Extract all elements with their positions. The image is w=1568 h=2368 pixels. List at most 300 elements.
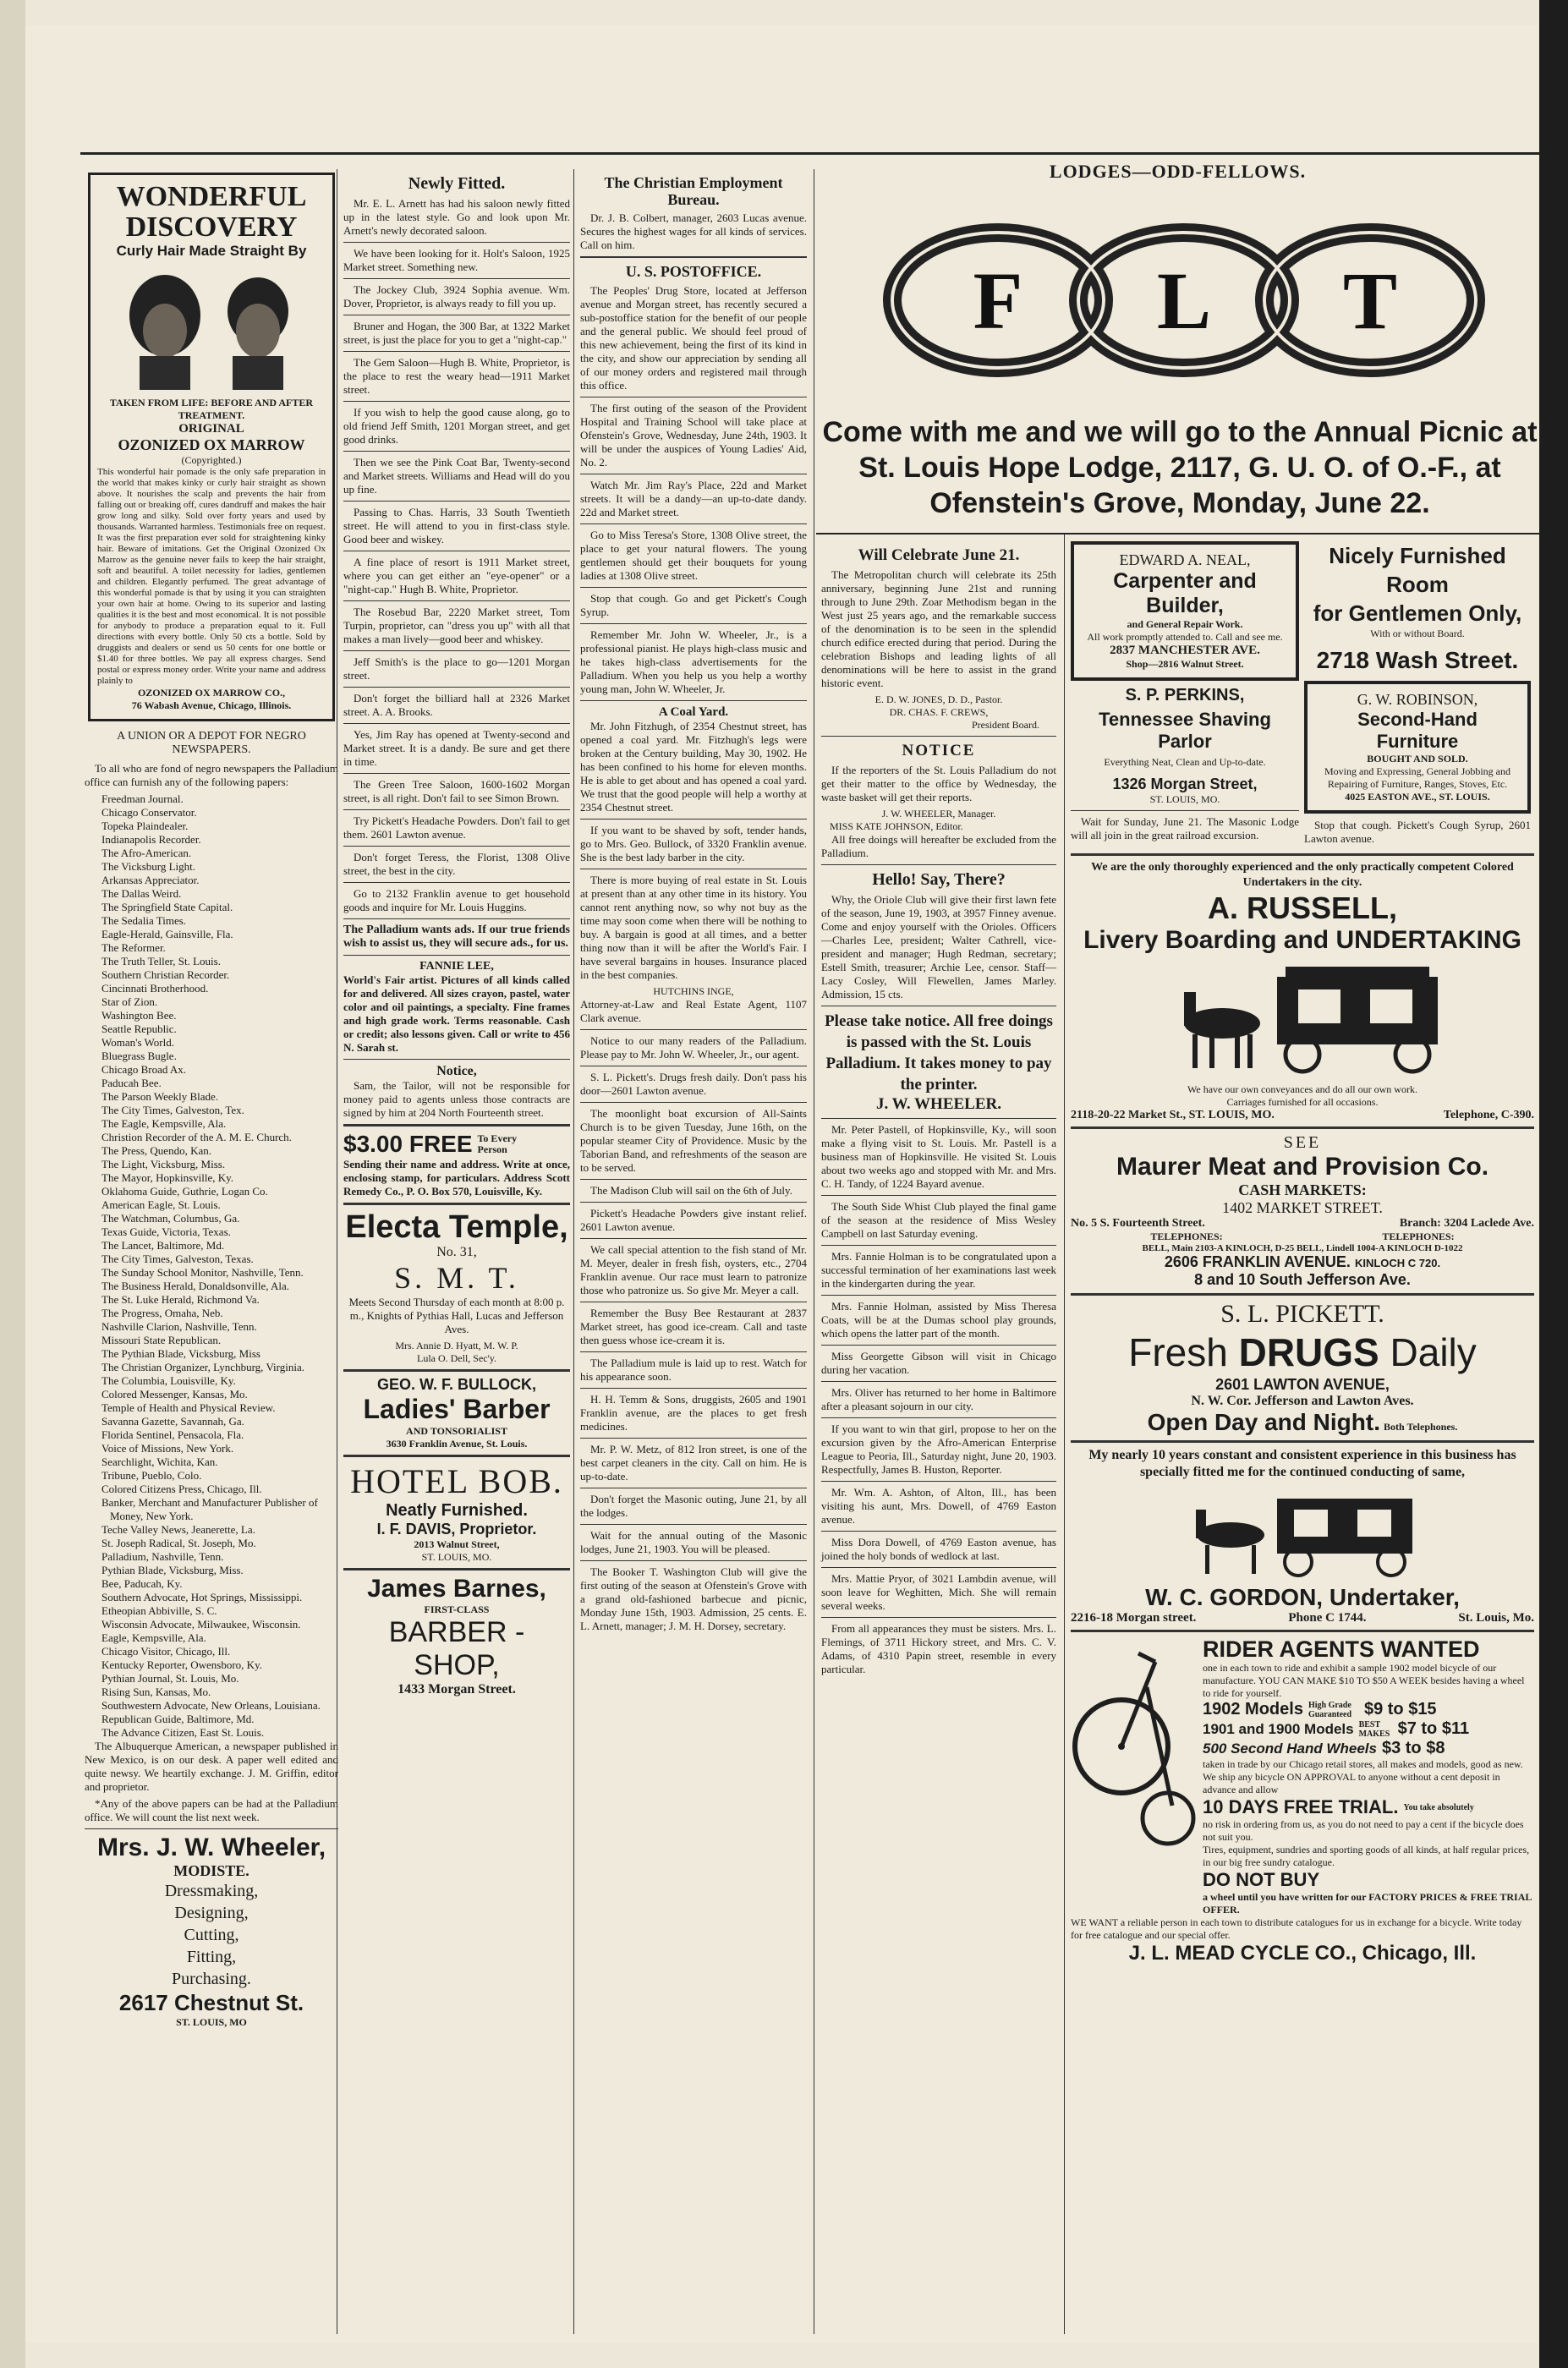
pickett-name: S. L. PICKETT.	[1220, 1300, 1384, 1328]
list-item: Paducah Bee.	[101, 1077, 162, 1089]
bullock-title: Ladies' Barber	[363, 1394, 551, 1424]
divider	[821, 1245, 1056, 1246]
divider	[821, 736, 1056, 737]
pickett-daily: Daily	[1390, 1330, 1477, 1374]
list-item: Florida Sentinel, Pensacola, Fla.	[101, 1428, 244, 1441]
cough-note: Stop that cough. Pickett's Cough Syrup, 2601 Lawton avenue.	[1304, 819, 1531, 845]
electa-body: Meets Second Thursday of each month at 8:00 p. m., Knights of Pythias Hall, Lucas and Jefferson Aves.	[348, 1296, 565, 1335]
room-title: for Gentlemen Only,	[1313, 600, 1522, 626]
list-item: Pythian Journal, St. Louis, Mo.	[101, 1672, 239, 1685]
papers-note: *Any of the above papers can be had at the Palladium office. We will count the list next week.	[85, 1797, 338, 1823]
local-item: Pickett's Headache Powders give instant relief. 2601 Lawton avenue.	[580, 1207, 807, 1233]
list-item: Kentucky Reporter, Owensboro, Ky.	[101, 1658, 262, 1671]
russell-title: Livery Boarding and UNDERTAKING	[1083, 926, 1521, 954]
divider	[821, 1417, 1056, 1418]
list-item: Washington Bee.	[101, 1009, 177, 1022]
list-item: American Eagle, St. Louis.	[101, 1198, 221, 1211]
rider-company: J. L. MEAD CYCLE CO., Chicago, Ill.	[1128, 1942, 1477, 1965]
list-item: Cincinnati Brotherhood.	[101, 982, 209, 995]
list-item: The Vicksburg Light.	[101, 860, 196, 873]
list-item: The Mayor, Hopkinsville, Ky.	[101, 1171, 234, 1184]
maurer-branch: No. 5 S. Fourteenth Street.	[1071, 1217, 1205, 1230]
divider	[343, 650, 570, 651]
celebrate-signature: DR. CHAS. F. CREWS,	[889, 706, 989, 718]
perkins-city: ST. LOUIS, MO.	[1149, 793, 1220, 805]
electa-officer: Lula O. Dell, Sec'y.	[416, 1352, 497, 1364]
list-item: St. Joseph Radical, St. Joseph, Mo.	[101, 1537, 256, 1549]
divider	[821, 1345, 1056, 1346]
robinson-address: 4025 EASTON AVE., ST. LOUIS.	[1345, 791, 1490, 803]
divider	[580, 1179, 807, 1180]
page-right-edge	[1539, 0, 1568, 2368]
wheeler-city: ST. LOUIS, MO	[176, 2016, 247, 2028]
local-item: If you wish to help the good cause along, go to old friend Jeff Smith, 1201 Morgan street, and get good drinks.	[343, 406, 570, 446]
local-item: Mr. Peter Pastell, of Hopkinsville, Ky., will soon make a flying visit to St. Louis. Mr. Pastell is a business man of Hopkinsville. He visited St. Louis about two weeks ago and stopped with Mr. and Mrs. C. H. Tandy, of 1224 Bayard avenue.	[821, 1123, 1056, 1190]
divider	[343, 882, 570, 883]
hotel-sub: Neatly Furnished.	[386, 1501, 528, 1520]
bicycle-illustration	[1071, 1636, 1198, 1856]
divider	[580, 700, 807, 701]
ad-product-1: ORIGINAL	[178, 422, 244, 436]
list-item: Nashville Clarion, Nashville, Tenn.	[101, 1320, 257, 1333]
list-item: Texas Guide, Victoria, Texas.	[101, 1225, 231, 1238]
divider	[343, 918, 570, 919]
albuquerque-note: The Albuquerque American, a newspaper published in New Mexico, is on our desk. A paper well edited and quite newsy. We heartily exchange. J. M. Griffin, editor and proprietor.	[85, 1740, 338, 1793]
ad-product-2: OZONIZED OX MARROW	[118, 436, 305, 453]
local-item: The Peoples' Drug Store, located at Jefferson avenue and Morgan street, has recently secured a sub-postoffice station for the benefit of our people and the general public. We should feel proud of this new achievement, being the first of its kind in the city, and show our appreciation by sending all of our money orders and registered mail through this office.	[580, 284, 807, 392]
local-item: From all appearances they must be sisters. Mrs. L. Flemings, of 3711 Hickory street, and Mrs. C. V. Adams, of 4310 Papin street, resemble in every particular.	[821, 1622, 1056, 1675]
ad-title-1: WONDERFUL	[116, 181, 307, 212]
palladium-wants-ads: The Palladium wants ads. If our true friends wish to assist us, they will secure ads., for us.	[343, 924, 570, 950]
barnes-name: James Barnes,	[367, 1575, 546, 1603]
hello-body: Why, the Oriole Club will give their first lawn fete of the season, June 19, 1903, at 3957 Finney avenue. Come and enjoy yourself with the Orioles. Officers—Charles Lee, president; Walter Cathrell, vice-president and manager; Hugh Redman, secretary; Estell Smith, treasurer; Archie Lee, censor. Staff—Lacy Cosley, Will Flewellen, James Marley. Admission, 15 cts.	[821, 893, 1056, 1000]
local-item: Mrs. Fannie Holman, assisted by Miss Theresa Coats, will be at the Dumas school play grounds, which opens the latter part of the month.	[821, 1300, 1056, 1340]
divider	[821, 1118, 1056, 1119]
notice-body: If the reporters of the St. Louis Palladium do not get their matter to the office by Wednesday, the waste basket will get their reports.	[821, 764, 1056, 803]
celebrate-body: The Metropolitan church will celebrate its 25th anniversary, beginning June 21st and running through to June 29th. Zoar Methodism began in the West just 25 years ago, and the remarkable success of the denomination is to be seen in the splendid church edifice erected during that period. During the celebration Bishops and leading lights of all denominations will be here to assist in the grand historic event.	[821, 568, 1056, 689]
pickett-corner: N. W. Cor. Jefferson and Lawton Aves.	[1191, 1394, 1414, 1408]
maurer-see: SEE	[1283, 1133, 1322, 1152]
list-item: The Columbia, Louisville, Ky.	[101, 1374, 236, 1387]
local-item: Wait for the annual outing of the Masonic lodges, June 21, 1903. You will be pleased.	[580, 1529, 807, 1555]
ads-left-stack	[1071, 541, 1299, 849]
divider	[580, 1029, 807, 1030]
robinson-body: Moving and Expressing, General Jobbing and Repairing of Furniture, Ranges, Stoves, Etc.	[1324, 765, 1510, 790]
free-doings-note: All free doings will hereafter be excluded from the Palladium.	[821, 833, 1056, 859]
divider	[1071, 1440, 1534, 1443]
rider-model: 500 Second Hand Wheels	[1203, 1740, 1377, 1757]
russell-phone: Telephone, C-390.	[1443, 1109, 1534, 1121]
list-item: The Watchman, Columbus, Ga.	[101, 1212, 240, 1225]
local-item: H. H. Temm & Sons, druggists, 2605 and 1901 Franklin avenue, are the places to get fresh medicines.	[580, 1393, 807, 1433]
divider	[343, 278, 570, 279]
divider	[1071, 1293, 1534, 1296]
local-item: Miss Georgette Gibson will visit in Chicago during her vacation.	[821, 1350, 1056, 1376]
local-item: Go to Miss Teresa's Store, 1308 Olive street, the place to get your natural flowers. The young gentlemen should get their bouquets for young ladies at 1308 Olive street.	[580, 529, 807, 582]
list-item: Tribune, Pueblo, Colo.	[101, 1469, 202, 1482]
maurer-cash: CASH MARKETS:	[1238, 1181, 1367, 1198]
maurer-address: 1402 MARKET STREET.	[1222, 1199, 1383, 1216]
local-item: The Palladium mule is laid up to rest. Watch for his appearance soon.	[580, 1357, 807, 1383]
notice-signature: MISS KATE JOHNSON, Editor.	[830, 820, 963, 832]
divider	[1071, 810, 1299, 811]
column-2	[338, 169, 575, 2334]
list-item: The Parson Weekly Blade.	[101, 1090, 219, 1103]
list-item: Purchasing.	[172, 1970, 251, 1988]
hotel-city: ST. LOUIS, MO.	[421, 1551, 492, 1563]
divider	[821, 1295, 1056, 1296]
ads-right-stack	[1304, 541, 1531, 849]
rider-model-body: taken in trade by our Chicago retail stores, all makes and models, good as new.	[1203, 1758, 1523, 1770]
divider	[821, 1381, 1056, 1382]
wheeler-services	[85, 1880, 338, 1990]
local-item: Remember the Busy Bee Restaurant at 2837 Market street, has good ice-cream. Call and taste then guess whose ice-cream it is.	[580, 1307, 807, 1346]
neal-ad	[1071, 541, 1299, 681]
list-item: Etheopian Abbiville, S. C.	[101, 1604, 217, 1617]
russell-intro: We are the only thoroughly experienced and the only practically competent Colored Undertakers in the city.	[1091, 861, 1514, 889]
barnes-address: 1433 Morgan Street.	[397, 1682, 516, 1697]
list-item: The Lancet, Baltimore, Md.	[101, 1239, 225, 1252]
divider	[343, 351, 570, 352]
perkins-title: Tennessee Shaving Parlor	[1099, 709, 1271, 752]
rider-model-price: $7 to $11	[1397, 1719, 1470, 1738]
notice-title: Notice,	[436, 1064, 477, 1078]
list-item: The Truth Teller, St. Louis.	[101, 955, 221, 967]
bullock-name: GEO. W. F. BULLOCK,	[377, 1376, 536, 1393]
free-offer-side: To Every Person	[477, 1132, 518, 1155]
list-item: Seattle Republic.	[101, 1022, 177, 1035]
local-item: There is more buying of real estate in St. Louis at present than at any other time in its history. You cannot rent anything now, so why not buy as the time may soon come when there will be nothing to buy. A bargain is good at all times, and a better thing now than it will be after the World's Fair. I have several bargains in houses. Insurance placed in the best companies.	[580, 874, 807, 981]
rider-intro: one in each town to ride and exhibit a sample 1902 model bicycle of our manufacture. YOU CAN MAKE $10 TO $50 A WEEK besides having a wheel to ride for yourself.	[1203, 1662, 1525, 1699]
rider-model-tag: High Grade Guaranteed	[1308, 1700, 1352, 1719]
divider	[343, 501, 570, 502]
neal-title: Carpenter and Builder,	[1113, 569, 1257, 617]
flt-letter-l: L	[1156, 255, 1212, 346]
local-item: The first outing of the season of the Provident Hospital and Training School will take place at Ofenstein's Grove, Wednesday, June 24th, 1903. It will be under the auspices of Young Ladies' Aid, No. 2.	[580, 402, 807, 469]
divider	[580, 1102, 807, 1103]
neal-line: All work promptly attended to. Call and see me.	[1087, 631, 1283, 643]
notice-title: NOTICE	[902, 742, 976, 759]
hearse-illustration	[1150, 960, 1455, 1078]
divider	[580, 1238, 807, 1239]
divider	[821, 864, 1056, 865]
local-item: Yes, Jim Ray has opened at Twenty-second and Market street. It is a dandy. Be sure and get there in time.	[343, 728, 570, 768]
coal-yard-body: Mr. John Fitzhugh, of 2354 Chestnut street, has opened a coal yard. Mr. Fitzhugh's legs were broken at the Century building, May 30, 1902. He has been confined to his home for eleven months. He is able to get about and has opened a coal yard. We trust that the good people will help a worthy at 2354 Chestnut street.	[580, 720, 807, 814]
divider	[821, 1481, 1056, 1482]
flt-letter-f: F	[973, 255, 1023, 346]
maurer-branch: Branch: 3204 Laclede Ave.	[1399, 1217, 1534, 1230]
list-item: Chicago Visitor, Chicago, Ill.	[101, 1645, 231, 1658]
flt-emblem	[880, 220, 1489, 381]
list-item: Star of Zion.	[101, 995, 158, 1008]
list-item: Designing,	[174, 1904, 249, 1922]
local-item: The Gem Saloon—Hugh B. White, Proprietor, is the place to rest the weary head—1911 Market street.	[343, 356, 570, 396]
divider	[343, 451, 570, 452]
neal-address: 2837 MANCHESTER AVE.	[1110, 644, 1260, 657]
local-item: Mrs. Mattie Pryor, of 3021 Lambdin avenue, will soon leave for Weghitten, Mich. She will remain several weeks.	[821, 1572, 1056, 1612]
maurer-branches	[1071, 1217, 1534, 1231]
rider-dont-buy-body: a wheel until you have written for our FACTORY PRICES & FREE TRIAL OFFER.	[1203, 1891, 1532, 1916]
list-item: The Eagle, Kempsville, Ala.	[101, 1117, 227, 1130]
coal-yard-title: A Coal Yard.	[658, 705, 729, 719]
hotel-proprietor: I. F. DAVIS, Proprietor.	[376, 1521, 537, 1538]
local-item: The Madison Club will sail on the 6th of July.	[590, 1184, 792, 1197]
ads-row-1	[1071, 541, 1534, 849]
list-item: Colored Citizens Press, Chicago, Ill.	[101, 1483, 262, 1495]
local-item: Remember Mr. John W. Wheeler, Jr., is a professional pianist. He plays high-class music and he takes high-class advertisements for the Palladium. When you help us you help a worthy young man, John W. Wheeler, Jr.	[580, 628, 807, 695]
rider-risk: no risk in ordering from us, as you do not need to pay a cent if the bicycle does not suit you.	[1203, 1818, 1524, 1843]
russell-name: A. RUSSELL,	[1207, 891, 1397, 925]
divider	[343, 687, 570, 688]
list-item: Missouri State Republican.	[101, 1334, 222, 1346]
local-item: The Rosebud Bar, 2220 Market street, Tom Turpin, proprietor, can "dress you up" with all that makes a man lively—good beer and whiskey.	[343, 606, 570, 645]
rider-model-row	[1203, 1700, 1534, 1719]
divider	[580, 1202, 807, 1203]
barnes-sub: FIRST-CLASS	[424, 1603, 490, 1615]
robinson-title: Second-Hand Furniture	[1357, 709, 1478, 752]
list-item: Oklahoma Guide, Guthrie, Logan Co.	[101, 1185, 268, 1198]
list-item: Christion Recorder of the A. M. E. Church.	[101, 1131, 292, 1143]
rider-tires: Tires, equipment, sundries and sporting goods of all kinds, at half regular prices, in our big free sundry catalogue.	[1203, 1844, 1530, 1868]
rider-trial: 10 DAYS FREE TRIAL.	[1203, 1796, 1399, 1817]
rider-trial-row	[1203, 1796, 1534, 1818]
column-3	[575, 169, 812, 2334]
gordon-address: 2216-18 Morgan street.	[1071, 1611, 1197, 1625]
divider	[1071, 1126, 1534, 1129]
local-item: Don't forget the Masonic outing, June 21, by all the lodges.	[580, 1493, 807, 1519]
list-item: The Reformer.	[101, 941, 166, 954]
before-after-portraits	[106, 265, 317, 392]
column-rule	[1064, 533, 1065, 2334]
russell-contact	[1071, 1109, 1534, 1122]
divider	[343, 723, 570, 724]
local-item: Miss Dora Dowell, of 4769 Easton avenue, has joined the holy bonds of wedlock at last.	[821, 1536, 1056, 1562]
electa-name: Electa Temple,	[345, 1209, 568, 1245]
maurer-bell: BELL, Main 2103-A KINLOCH, D-25 BELL, Lindell 1004-A KINLOCH D-1022	[1142, 1243, 1463, 1253]
maurer-title: Maurer Meat and Provision Co.	[1116, 1153, 1489, 1181]
fannie-lee-body: World's Fair artist. Pictures of all kinds called for and delivered. All sizes crayon, pastel, water color and oil paintings, a specialty. Fine frames and high grade work. Terms reasonable. Cash or credit; also lessons given. Call or write to 456 N. Sarah st.	[343, 973, 570, 1054]
column-1	[85, 169, 338, 2334]
list-item: Bluegrass Bugle.	[101, 1050, 177, 1062]
gordon-intro: My nearly 10 years constant and consistent experience in this business has specially fitted me for the continued conducting of same,	[1088, 1448, 1516, 1479]
list-item: Southern Christian Recorder.	[101, 968, 230, 981]
pickett-both: Both Telephones.	[1383, 1421, 1458, 1433]
divider	[343, 600, 570, 601]
ad-company: OZONIZED OX MARROW CO.,	[137, 687, 286, 699]
maurer-last: 8 and 10 South Jefferson Ave.	[1194, 1271, 1411, 1288]
local-item: If you want to win that girl, propose to her on the excursion given by the Afro-American Enterprise League to Peoria, Ill., Saturday night, June 20, 1903. Respectfully, James B. Huston, Reporter.	[821, 1422, 1056, 1476]
list-item: Colored Messenger, Kansas, Mo.	[101, 1388, 248, 1401]
divider	[1071, 853, 1534, 856]
divider	[580, 623, 807, 624]
gordon-phone: Phone C 1744.	[1288, 1611, 1367, 1625]
list-item: Chicago Conservator.	[101, 806, 197, 819]
union-intro: To all who are fond of negro newspapers the Palladium office can furnish any of the following papers:	[85, 762, 338, 788]
notice-signature: J. W. WHEELER, Manager.	[881, 808, 996, 819]
postoffice-title: U. S. POSTOFFICE.	[625, 263, 762, 280]
ad-title-2: DISCOVERY	[125, 211, 298, 243]
list-item: The Light, Vicksburg, Miss.	[101, 1158, 226, 1170]
sunday-note: Wait for Sunday, June 21. The Masonic Lodge will all join in the great railroad excursion.	[1071, 815, 1299, 841]
local-item: Then we see the Pink Coat Bar, Twenty-second and Market streets. Williams and Head will do you up fine.	[343, 456, 570, 496]
perkins-address: 1326 Morgan Street,	[1112, 776, 1258, 792]
perkins-sub: Everything Neat, Clean and Up-to-date.	[1104, 756, 1266, 768]
divider	[343, 1124, 570, 1126]
local-item: We call special attention to the fish stand of Mr. M. Meyer, dealer in fresh fish, oysters, etc., 2704 Franklin avenue. Our race must learn to patronize those who patronize us. So give Mr. Meyer a call.	[580, 1243, 807, 1296]
hotel-name: HOTEL BOB.	[350, 1462, 563, 1500]
local-item: Bruner and Hogan, the 300 Bar, at 1322 Market street, is just the place for you to get a "night-cap."	[343, 320, 570, 346]
bullock-address: 3630 Franklin Avenue, St. Louis.	[386, 1438, 528, 1450]
divider	[1071, 1630, 1534, 1632]
inge-title: Attorney-at-Law and Real Estate Agent, 1107 Clark avenue.	[580, 998, 807, 1024]
rider-model-tag: BEST MAKES	[1358, 1719, 1390, 1739]
gordon-city: St. Louis, Mo.	[1458, 1611, 1534, 1625]
free-offer-title: $3.00 FREE	[343, 1131, 473, 1157]
divider	[580, 1388, 807, 1389]
ad-body: This wonderful hair pomade is the only safe preparation in the world that makes kinky or curly hair straight as shown above. It nourishes the scalp and prevents the hair from falling out or breaking off, cures dandruff and makes the hair grow long and silky. Sold over forty years and used by thousands. Warranted harmless. Testimonials free on request. It was the first preparation ever sold for straightening kinky hair. Beware of imitations. Get the Original Ozonized Ox Marrow as the genuine never fails to keep the hair straight, soft and beautiful. A toilet necessity for ladies, gentlemen and children. Elegantly perfumed. The great advantage of this wonderful pomade is that by using it you can straighten your own hair at home. Owing to its superior and lasting qualities it is the best and most economical. It is not possible for anybody to produce a preparation equal to it. Full directions with every bottle. Only 50 cts a bottle. Sold by druggists and dealers or send us 50 cents for one bottle or $1.40 for three bottles. We pay all express charges. Send postal or express money order. Write your name and address plainly to	[97, 467, 326, 686]
neal-sub: and General Repair Work.	[1127, 618, 1243, 630]
list-item: The Christian Organizer, Lynchburg, Virginia.	[101, 1361, 304, 1373]
list-item: Banker, Merchant and Manufacturer Publisher of Money, New York.	[101, 1496, 318, 1522]
list-item: Dressmaking,	[164, 1882, 259, 1900]
list-item: Rising Sun, Kansas, Mo.	[101, 1686, 211, 1698]
list-item: Wisconsin Advocate, Milwaukee, Wisconsin.	[101, 1618, 301, 1631]
inge-name: HUTCHINS INGE,	[653, 985, 734, 997]
fannie-lee-title: FANNIE LEE,	[419, 960, 494, 973]
column-4	[816, 541, 1061, 2334]
maurer-tel-label: TELEPHONES:	[1150, 1231, 1223, 1242]
list-item: The Progress, Omaha, Neb.	[101, 1307, 223, 1319]
russell-carriages: Carriages furnished for all occasions.	[1226, 1096, 1379, 1108]
divider	[580, 1438, 807, 1439]
local-item: Mrs. Oliver has returned to her home in Baltimore after a pleasant sojourn in our city.	[821, 1386, 1056, 1412]
barnes-title: BARBER - SHOP,	[388, 1616, 525, 1681]
celebrate-signature: E. D. W. JONES, D. D., Pastor.	[874, 693, 1003, 705]
divider	[580, 1351, 807, 1352]
divider	[821, 1567, 1056, 1568]
list-item: Arkansas Appreciator.	[101, 874, 200, 886]
local-item: Mrs. Fannie Holman is to be congratulated upon a successful termination of her examinations last week in the kindergarten during the year.	[821, 1250, 1056, 1290]
list-item: Teche Valley News, Jeanerette, La.	[101, 1523, 255, 1536]
maurer-tel-label: TELEPHONES:	[1382, 1231, 1455, 1242]
list-item: Bee, Paducah, Ky.	[101, 1577, 183, 1590]
rider-model: 1902 Models	[1203, 1700, 1303, 1718]
please-signature: J. W. WHEELER.	[875, 1095, 1001, 1113]
divider	[343, 1059, 570, 1060]
russell-own: We have our own conveyances and do all our own work.	[1187, 1083, 1417, 1095]
local-item: Mr. Wm. A. Ashton, of Alton, Ill., has been visiting his aunt, Mrs. Dowell, of 4769 Easton avenue.	[821, 1486, 1056, 1526]
local-item: Mr. P. W. Metz, of 812 Iron street, is one of the best carpet cleaners in the city. Call on him. He is up-to-date.	[580, 1443, 807, 1483]
ad-address: 76 Wabash Avenue, Chicago, Illinois.	[131, 699, 292, 711]
picnic-rule	[816, 533, 1539, 534]
local-item: Passing to Chas. Harris, 33 South Twentieth street. He will attend to you in first-class style. Good beer and wiskey.	[343, 506, 570, 545]
divider	[580, 256, 807, 258]
list-item: The Business Herald, Donaldsonville, Ala.	[101, 1280, 290, 1292]
wheeler-name: Mrs. J. W. Wheeler,	[96, 1834, 326, 1861]
robinson-name: G. W. ROBINSON,	[1357, 691, 1478, 708]
list-item: The Afro-American.	[101, 847, 192, 859]
local-item: Go to 2132 Franklin avenue to get household goods and inquire for Mr. Louis Huggins.	[343, 887, 570, 913]
pickett-fresh: Fresh	[1128, 1330, 1228, 1374]
wheeler-address: 2617 Chestnut St.	[118, 1990, 304, 2015]
rider-model-row	[1203, 1739, 1534, 1758]
list-item: The Press, Quendo, Kan.	[101, 1144, 211, 1157]
list-item: The St. Luke Herald, Richmond Va.	[101, 1293, 260, 1306]
divider	[85, 1828, 338, 1829]
divider	[343, 846, 570, 847]
list-item: Topeka Plaindealer.	[101, 819, 189, 832]
picnic-announcement: Come with me and we will go to the Annual Picnic at St. Louis Hope Lodge, 2117, G. U. O. of O.-F., at Ofenstein's Grove, Monday, June 22.	[822, 416, 1538, 519]
rider-title: RIDER AGENTS WANTED	[1203, 1636, 1480, 1662]
list-item: Indianapolis Recorder.	[101, 833, 201, 846]
local-item: Watch Mr. Jim Ray's Place, 22d and Market streets. It will be a dandy—an up-to-date dandy. 22d and Market street.	[580, 479, 807, 518]
list-item: The Pythian Blade, Vicksburg, Miss	[101, 1347, 260, 1360]
list-item: Palladium, Nashville, Tenn.	[101, 1550, 224, 1563]
wheeler-role: MODISTE.	[173, 1862, 249, 1879]
please-notice: Please take notice. All free doings is passed with the St. Louis Palladium. It takes money to pay the printer.	[825, 1012, 1053, 1094]
divider	[343, 1455, 570, 1457]
list-item: The City Times, Galveston, Texas.	[101, 1253, 254, 1265]
maurer-telephones	[1071, 1231, 1534, 1243]
divider	[343, 809, 570, 810]
local-item: Try Pickett's Headache Powders. Don't fail to get them. 2601 Lawton avenue.	[343, 814, 570, 841]
russell-address: 2118-20-22 Market St., ST. LOUIS, MO.	[1071, 1109, 1275, 1121]
local-item: The moonlight boat excursion of All-Saints Church is to be given Tuesday, June 16th, on the popular steamer City of Providence. Music by the Taborian Band, and refreshments of the season are to be served.	[580, 1107, 807, 1174]
employment-body: Dr. J. B. Colbert, manager, 2603 Lucas avenue. Secures the highest wages for all kinds of services. Call on him.	[580, 211, 807, 251]
divider	[343, 242, 570, 243]
rider-model: 1901 and 1900 Models	[1203, 1720, 1354, 1737]
divider	[343, 1369, 570, 1372]
rider-dont-buy: DO NOT BUY	[1203, 1869, 1320, 1890]
neal-name: EDWARD A. NEAL,	[1119, 551, 1251, 568]
list-item: The Dallas Weird.	[101, 887, 182, 900]
divider	[580, 523, 807, 524]
pickett-address: 2601 LAWTON AVENUE,	[1215, 1376, 1390, 1393]
list-item: Freedman Journal.	[101, 792, 184, 805]
list-item: Southern Advocate, Hot Springs, Mississippi.	[101, 1591, 303, 1603]
local-item: The Green Tree Saloon, 1600-1602 Morgan street, is all right. Don't fail to see Simon Brown.	[343, 778, 570, 804]
divider	[580, 1524, 807, 1525]
local-item: We have been looking for it. Holt's Saloon, 1925 Market street. Something new.	[343, 247, 570, 273]
notice-body: Sam, the Tailor, will not be responsible for money paid to agents unless those contracts are signed by him at 204 North Fourteenth street.	[343, 1079, 570, 1119]
gordon-hearse-illustration	[1176, 1486, 1429, 1579]
maurer-kinloch: KINLOCH C 720.	[1354, 1257, 1441, 1269]
list-item: Woman's World.	[101, 1036, 174, 1049]
room-address: 2718 Wash Street.	[1316, 647, 1519, 673]
divider	[343, 773, 570, 774]
pickett-open: Open Day and Night.	[1147, 1409, 1380, 1435]
local-item: The Jockey Club, 3924 Sophia avenue. Wm. Dover, Proprietor, is always ready to fill you up.	[343, 283, 570, 310]
local-item: The South Side Whist Club played the final game of the season at the residence of Miss Wesley Campbell on last Saturday evening.	[821, 1200, 1056, 1240]
local-item: Jeff Smith's is the place to go—1201 Morgan street.	[343, 655, 570, 682]
rider-want: WE WANT a reliable person in each town to distribute catalogues for us in exchange for a bicycle. Write today for free catalogue and our special offer.	[1071, 1916, 1522, 1941]
column-5	[1066, 541, 1539, 2334]
celebrate-title: Will Celebrate June 21.	[858, 546, 1020, 564]
divider	[821, 1617, 1056, 1618]
divider	[821, 1531, 1056, 1532]
list-item: The City Times, Galveston, Tex.	[101, 1104, 244, 1116]
hello-title: Hello! Say, There?	[872, 870, 1006, 889]
local-item: A fine place of resort is 1911 Market street, where you can get either an "eye-opener" or a "night-cap." Hugh B. White, Proprietor.	[343, 556, 570, 595]
divider	[580, 1560, 807, 1561]
list-item: Eagle-Herald, Gainsville, Fla.	[101, 928, 233, 940]
pickett-drugs: DRUGS	[1238, 1330, 1379, 1374]
room-title: Nicely Furnished Room	[1329, 543, 1506, 597]
hotel-address: 2013 Walnut Street,	[414, 1538, 500, 1550]
rider-model-price: $3 to $8	[1381, 1739, 1445, 1757]
divider	[580, 587, 807, 588]
divider	[343, 1568, 570, 1570]
